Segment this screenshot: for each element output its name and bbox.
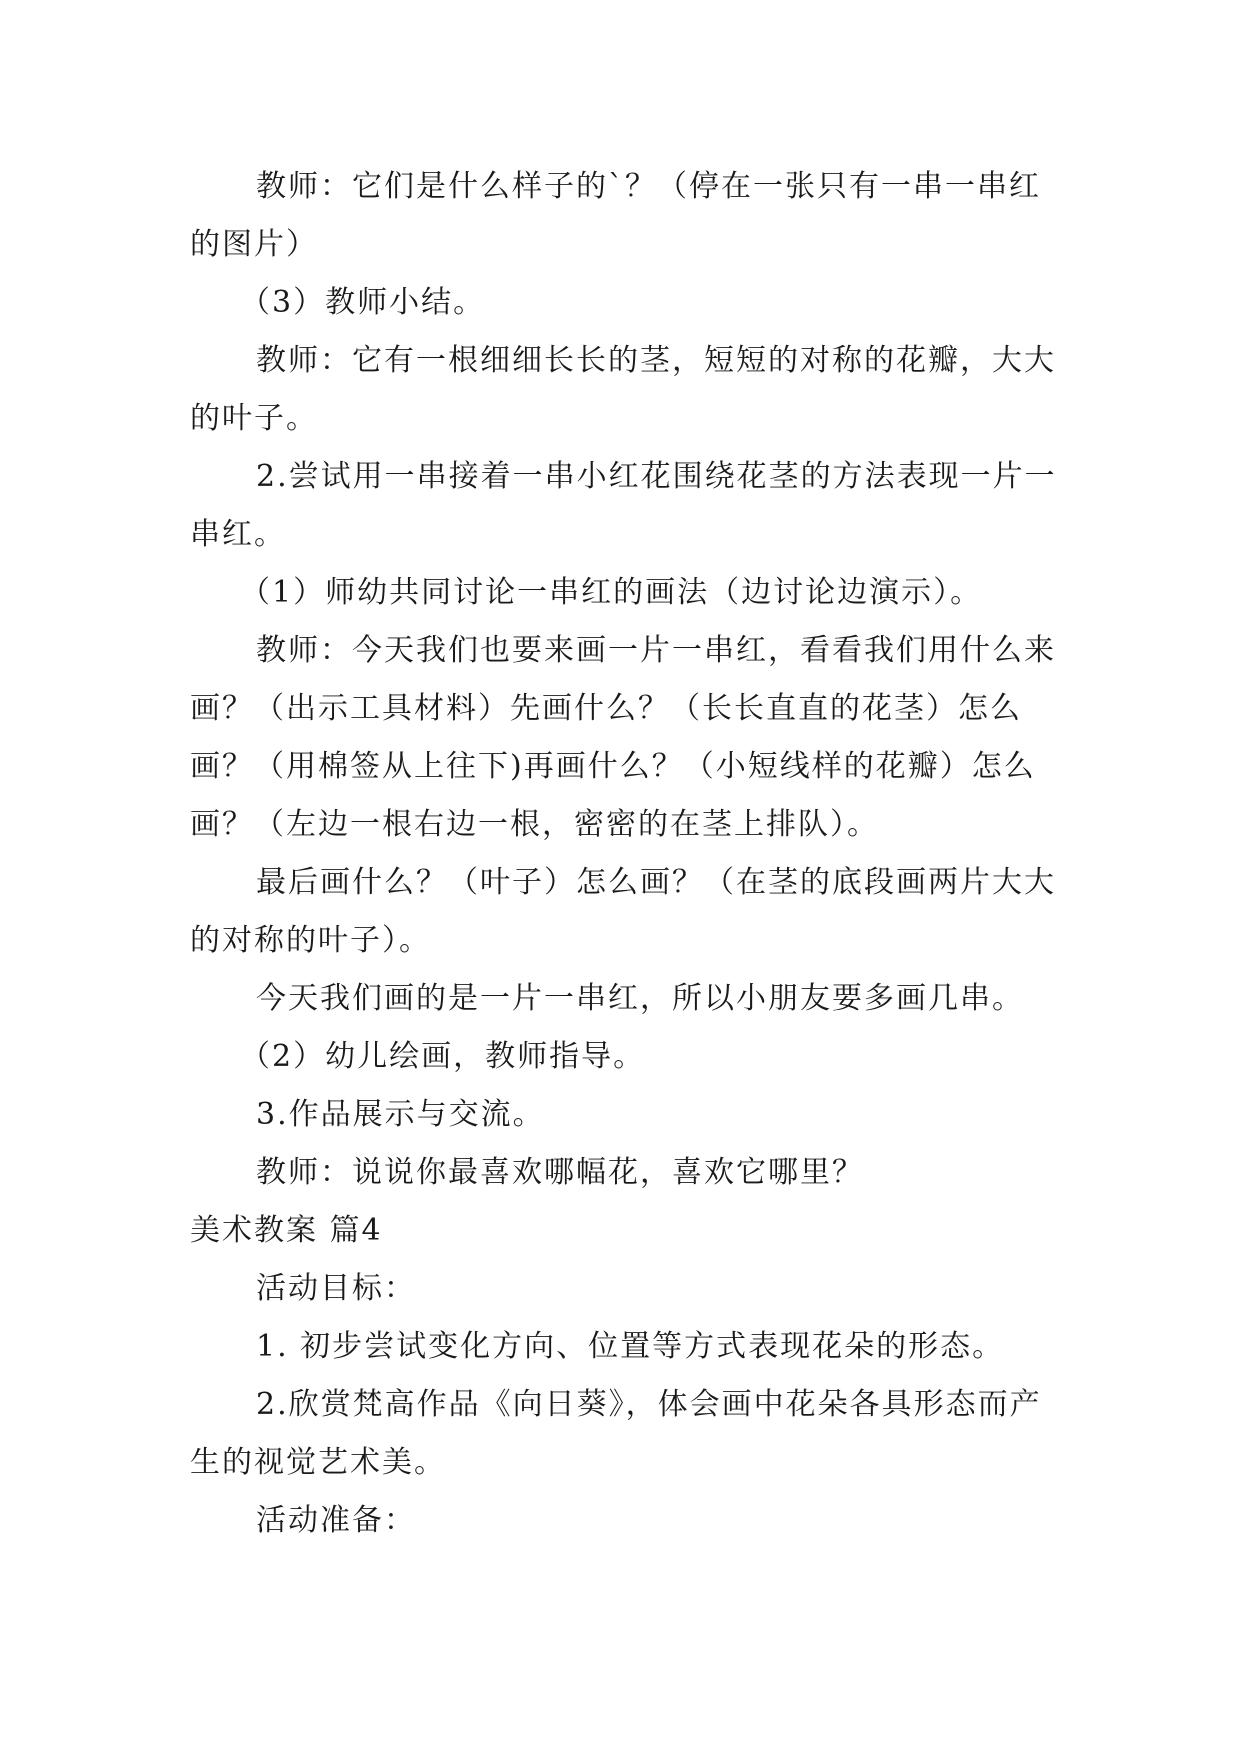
paragraph-goals-label: 活动目标：: [256, 1271, 416, 1306]
document-body: [190, 158, 1070, 1550]
paragraph-goal-2: 2.欣赏梵高作品《向日葵》，体会画中花朵各具形态而产生的视觉艺术美。: [190, 1387, 1042, 1480]
paragraph-leaves: 最后画什么？（叶子）怎么画？（在茎的底段画两片大大的对称的叶子）。: [190, 865, 1056, 958]
paragraph-step-3: 3.作品展示与交流。: [256, 1097, 545, 1132]
paragraph-discussion-step: （1）师幼共同讨论一串红的画法（边讨论边演示）。: [240, 575, 983, 610]
paragraph-teacher-summary: 教师：它有一根细细长长的茎，短短的对称的花瓣，大大的叶子。: [190, 343, 1056, 436]
section-heading: 美术教案 篇4: [190, 1213, 383, 1248]
paragraph-teacher-demo: 教师：今天我们也要来画一片一串红，看看我们用什么来画？（出示工具材料）先画什么？（长长直直的花茎）怎么画？（用棉签从上往下)再画什么？（小短线样的花瓣）怎么画？（左边一根右边一根，密密的在茎上排队）。: [190, 633, 1056, 842]
paragraph-child-drawing: （2）幼儿绘画，教师指导。: [240, 1039, 646, 1074]
paragraph-many-strings: 今天我们画的是一片一串红，所以小朋友要多画几串。: [256, 981, 1024, 1016]
paragraph-prep-label: 活动准备：: [256, 1503, 416, 1538]
paragraph-teacher-ask: 教师：说说你最喜欢哪幅花，喜欢它哪里？: [256, 1155, 864, 1190]
paragraph-step-2: 2.尝试用一串接着一串小红花围绕花茎的方法表现一片一串红。: [190, 459, 1057, 552]
paragraph-teacher-summary-step: （3）教师小结。: [240, 285, 486, 320]
paragraph-teacher-question: 教师：它们是什么样子的`？（停在一张只有一串一串红的图片）: [190, 169, 1041, 262]
paragraph-goal-1: 1. 初步尝试变化方向、位置等方式表现花朵的形态。: [256, 1329, 1005, 1364]
